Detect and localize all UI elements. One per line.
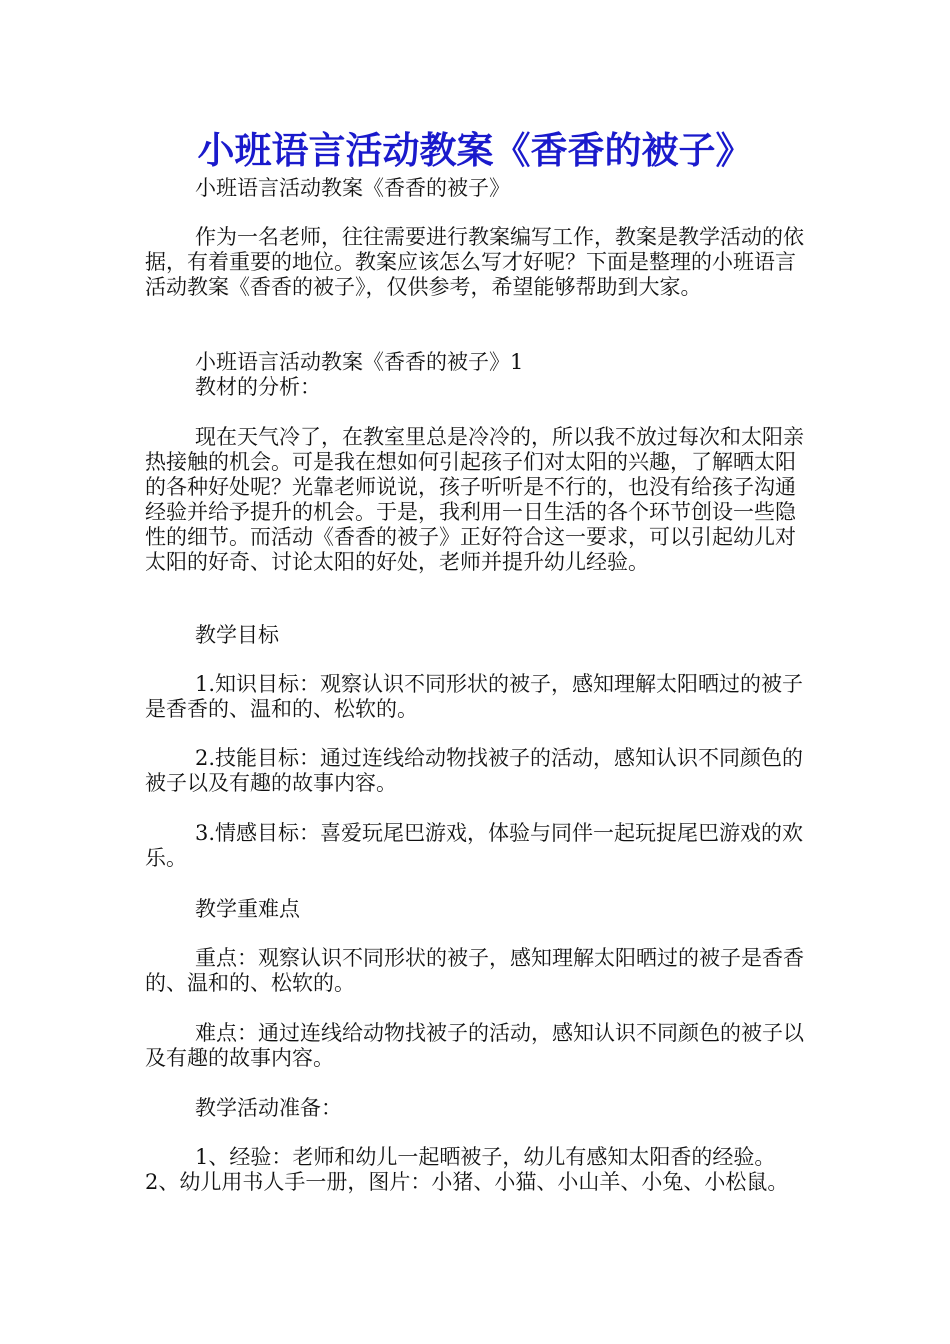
prep-item-1: 1、经验：老师和幼儿一起晒被子，幼儿有感知太阳香的经验。 [195, 1145, 776, 1169]
key-heading: 教学重难点 [195, 897, 300, 921]
goal-skill: 2.技能目标：通过连线给动物找被子的活动，感知认识不同颜色的被子以及有趣的故事内容。 [145, 746, 804, 795]
prep-item-2: 2、幼儿用书人手一册，图片：小猪、小猫、小山羊、小兔、小松鼠。 [145, 1170, 789, 1194]
section-heading: 小班语言活动教案《香香的被子》1 [195, 350, 524, 374]
goals-heading: 教学目标 [195, 623, 279, 647]
analysis-heading: 教材的分析： [195, 375, 321, 399]
difficulty-point: 难点：通过连线给动物找被子的活动，感知认识不同颜色的被子以及有趣的故事内容。 [145, 1021, 804, 1070]
key-point: 重点：观察认识不同形状的被子，感知理解太阳晒过的被子是香香的、温和的、松软的。 [145, 946, 804, 995]
goal-emotion: 3.情感目标：喜爱玩尾巴游戏，体验与同伴一起玩捉尾巴游戏的欢乐。 [145, 821, 804, 870]
document-title: 小班语言活动教案《香香的被子》 [197, 128, 753, 172]
intro-paragraph: 作为一名老师，往往需要进行教案编写工作，教案是教学活动的依据，有着重要的地位。教案应该怎么写才好呢？下面是整理的小班语言活动教案《香香的被子》，仅供参考，希望能够帮助到大家。 [145, 225, 804, 299]
subtitle: 小班语言活动教案《香香的被子》 [195, 176, 510, 200]
analysis-paragraph: 现在天气冷了，在教室里总是冷冷的，所以我不放过每次和太阳亲热接触的机会。可是我在想如何引起孩子们对太阳的兴趣，了解晒太阳的各种好处呢？光靠老师说说，孩子听听是不行的，也没有给孩子沟通经验并给予提升的机会。于是，我利用一日生活的各个环节创设一些隐性的细节。而活动《香香的被子》正好符合这一要求，可以引起幼儿对太阳的好奇、讨论太阳的好处，老师并提升幼儿经验。 [145, 425, 804, 574]
goal-knowledge: 1.知识目标：观察认识不同形状的被子，感知理解太阳晒过的被子是香香的、温和的、松软的。 [145, 672, 804, 721]
prep-heading: 教学活动准备： [195, 1096, 342, 1120]
